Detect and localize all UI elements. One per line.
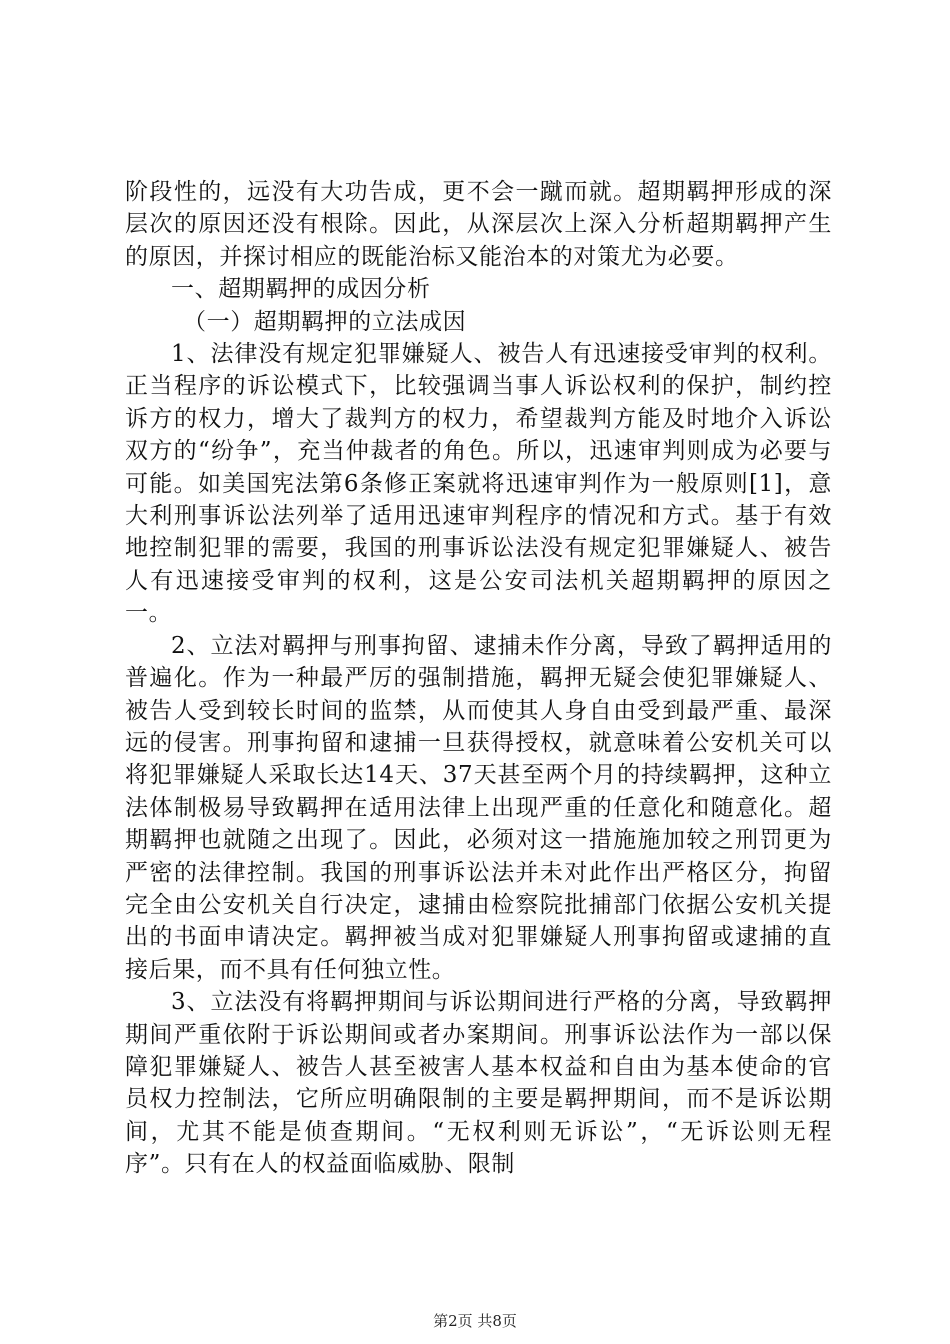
document-body	[125, 176, 832, 1181]
subsection-heading: （一）超期羁押的立法成因	[183, 308, 467, 335]
paragraph-point-2: 2、立法对羁押与刑事拘留、逮捕未作分离，导致了羁押适用的普遍化。作为一种最严厉的强制措施，羁押无疑会使犯罪嫌疑人、被告人受到较长时间的监禁，从而使其人身自由受到最严重、最深远的侵害。刑事拘留和逮捕一旦获得授权，就意味着公安机关可以将犯罪嫌疑人采取长达14天、37天甚至两个月的持续羁押，这种立法体制极易导致羁押在适用法律上出现严重的任意化和随意化。超期羁押也就随之出现了。因此，必须对这一措施施加较之刑罚更为严密的法律控制。我国的刑事诉讼法并未对此作出严格区分，拘留完全由公安机关自行决定，逮捕由检察院批捕部门依据公安机关提出的书面申请决定。羁押被当成对犯罪嫌疑人刑事拘留或逮捕的直接后果，而不具有任何独立性。	[125, 632, 832, 983]
paragraph-point-1: 1、法律没有规定犯罪嫌疑人、被告人有迅速接受审判的权利。正当程序的诉讼模式下，比较强调当事人诉讼权利的保护，制约控诉方的权力，增大了裁判方的权力，希望裁判方能及时地介入诉讼双方的“纷争”，充当仲裁者的角色。所以，迅速审判则成为必要与可能。如美国宪法第6条修正案就将迅速审判作为一般原则[1]，意大利刑事诉讼法列举了适用迅速审判程序的情况和方式。基于有效地控制犯罪的需要，我国的刑事诉讼法没有规定犯罪嫌疑人、被告人有迅速接受审判的权利，这是公安司法机关超期羁押的原因之一。	[125, 341, 832, 627]
section-heading: 一、超期羁押的成因分析	[171, 276, 431, 303]
paragraph-continuation: 阶段性的，远没有大功告成，更不会一蹴而就。超期羁押形成的深层次的原因还没有根除。因此，从深层次上深入分析超期羁押产生的原因，并探讨相应的既能治标又能治本的对策尤为必要。	[125, 179, 832, 270]
page-footer: 第2页 共8页	[433, 1312, 517, 1330]
paragraph-point-3: 3、立法没有将羁押期间与诉讼期间进行严格的分离，导致羁押期间严重依附于诉讼期间或者办案期间。刑事诉讼法作为一部以保障犯罪嫌疑人、被告人甚至被害人基本权益和自由为基本使命的官员权力控制法，它所应明确限制的主要是羁押期间，而不是诉讼期间，尤其不能是侦查期间。“无权利则无诉讼”，“无诉讼则无程序”。只有在人的权益面临威胁、限制	[125, 989, 832, 1178]
